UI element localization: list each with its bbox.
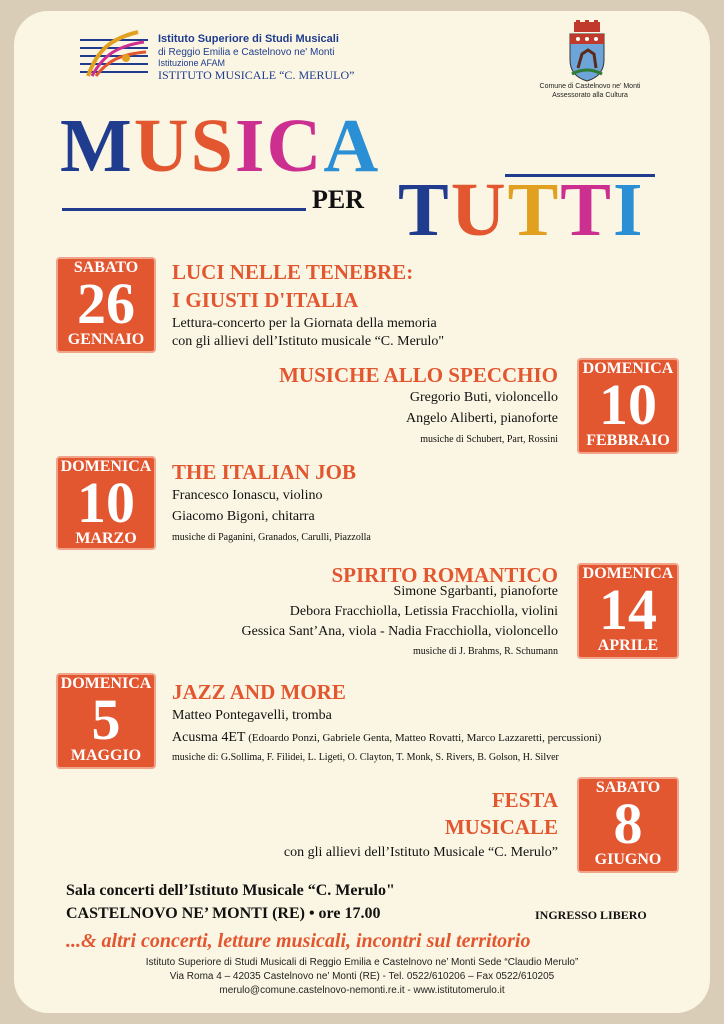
title-letter: I [234,104,267,188]
title-letter: U [450,168,508,252]
date-box-event-4 [577,563,679,659]
title-letter: T [560,168,613,252]
event-2-title: MUSICHE ALLO SPECCHIO [279,363,558,387]
place-time-text: CASTELNOVO NE’ MONTI (RE) • ore 17.00 [66,905,381,922]
title-letter: U [133,104,191,188]
comune-caption [520,82,660,100]
title-letter: S [190,104,235,188]
date-month: MAGGIO [70,747,142,764]
title-per: PER [312,185,364,214]
event-3-title: THE ITALIAN JOB [172,460,356,484]
date-day: DOMENICA [60,458,152,475]
event-1-title: LUCI NELLE TENEBRE: [172,260,414,284]
event-4-line: Debora Fracchiolla, Letissia Fracchiolla, violini [289,604,558,619]
event-2-line: Gregorio Buti, violoncello [409,390,558,405]
comune-name: Comune di Castelnovo ne' Monti [539,83,641,90]
address-line: Istituto Superiore di Studi Musicali di Reggio Emilia e Castelnovo ne’ Monti Sede “Claudio Merulo” [145,957,579,968]
event-4-title: SPIRITO ROMANTICO [331,563,558,587]
event-1-line: con gli allievi dell’Istituto musicale “C. Merulo" [172,334,445,349]
title-letter: A [323,104,381,188]
event-3-line: Francesco Ionascu, violino [172,488,323,503]
event-4-line: Simone Sgarbanti, pianoforte [393,584,558,599]
comune-crest-icon [564,20,610,82]
title-tutti [398,168,645,252]
event-3-program: musiche di Paganini, Granados, Carulli, Piazzolla [172,532,371,543]
date-number: 14 [599,577,657,642]
date-box-event-3 [56,456,156,550]
date-day: SABATO [73,259,139,276]
event-6-title: FESTA [491,788,558,812]
event-5-title: JAZZ AND MORE [172,680,346,704]
event-3-line: Giacomo Bigoni, chitarra [172,509,315,524]
date-number: 10 [77,470,135,535]
institute-location: di Reggio Emilia e Castelnovo ne' Monti [158,47,335,58]
institute-name: Istituto Superiore di Studi Musicali [158,33,339,45]
comune-department: Assessorato alla Cultura [552,92,628,99]
event-1-line: Lettura-concerto per la Giornata della memoria [172,316,437,331]
title-musica [60,104,381,188]
date-box-event-2 [577,358,679,454]
title-letter: T [398,168,451,252]
date-number: 10 [599,372,657,437]
date-day: DOMENICA [582,360,674,377]
date-day: DOMENICA [582,565,674,582]
event-6-line: con gli allievi dell’Istituto Musicale “C. Merulo” [283,845,558,860]
event-5-ensemble-name: Acusma 4ET [172,730,246,745]
altri-eventi: ...& altri concerti, letture musicali, incontri sul territorio [66,930,531,952]
event-2-program: musiche di Schubert, Part, Rossini [420,434,558,445]
date-number: 8 [613,791,643,856]
date-month: GIUGNO [594,851,662,868]
date-month: FEBBRAIO [586,432,670,449]
ingresso-libero: INGRESSO LIBERO [535,908,647,922]
event-5-program: musiche di: G.Sollima, F. Filidei, L. Ligeti, O. Clayton, T. Monk, S. Rivers, B. Golson, H. Silver [172,752,559,763]
event-5-ensemble-line [172,728,601,746]
institute-type: Istituzione AFAM [158,58,226,68]
title-rule-left [62,208,306,211]
institute-logo-icon [78,28,150,78]
event-1-subtitle: I GIUSTI D'ITALIA [172,288,359,312]
contact-line: merulo@comune.castelnovo-nemonti.re.it - www.istitutomerulo.it [219,985,505,996]
venue-text: Sala concerti dell’Istituto Musicale “C. Merulo" [66,882,395,899]
event-5-line: Matteo Pontegavelli, tromba [172,708,332,723]
date-month: GENNAIO [67,331,145,348]
date-number: 5 [91,687,121,752]
date-number: 26 [77,271,135,336]
event-4-line: Gessica Sant’Ana, viola - Nadia Fracchiolla, violoncello [241,624,558,639]
date-day: SABATO [595,779,661,796]
title-letter: M [60,104,134,188]
event-4-program: musiche di J. Brahms, R. Schumann [413,646,558,657]
title-letter: T [507,168,561,252]
date-month: MARZO [75,530,137,547]
title-letter: I [613,168,645,252]
date-box-event-1 [56,257,156,353]
title-letter: C [266,104,324,188]
institute-merulo: ISTITUTO MUSICALE “C. MERULO” [158,68,355,82]
date-month: APRILE [597,637,659,654]
date-box-event-5 [56,673,156,769]
date-box-event-6 [577,777,679,873]
address-line: Via Roma 4 – 42035 Castelnovo ne’ Monti (RE) - Tel. 0522/610206 – Fax 0522/610205 [169,971,555,982]
date-day: DOMENICA [60,675,152,692]
event-2-line: Angelo Aliberti, pianoforte [405,411,558,426]
event-5-ensemble-members: (Edoardo Ponzi, Gabriele Genta, Matteo Rovatti, Marco Lazzaretti, percussioni) [245,732,602,744]
event-6-subtitle: MUSICALE [444,815,558,839]
